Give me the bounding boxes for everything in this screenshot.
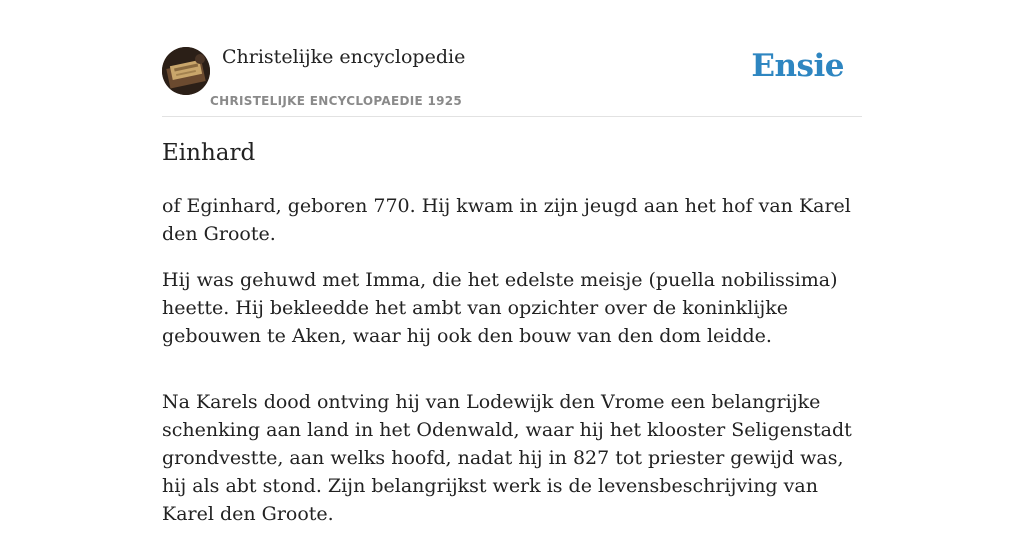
- brand-logo[interactable]: Ensie: [751, 48, 844, 84]
- article-body: [162, 192, 862, 546]
- source-title[interactable]: Christelijke encyclopedie: [222, 46, 466, 68]
- article-title: Einhard: [162, 140, 256, 166]
- book-image-icon: [162, 47, 210, 95]
- paragraph-3: Na Karels dood ontving hij van Lodewijk den Vrome een belangrijke schenking aan land in het Odenwald, waar hij het klooster Seligenstadt grondvestte, aan welks hoofd, nadat hij in 827 tot priester gewijd was, hij als abt stond. Zijn belangrijkst werk is de levensbeschrijving van Karel den Groote.: [162, 391, 852, 525]
- paragraph-1: of Eginhard, geboren 770. Hij kwam in zijn jeugd aan het hof van Karel den Groote.: [162, 195, 851, 245]
- source-header: [162, 40, 862, 117]
- source-avatar[interactable]: [162, 47, 210, 95]
- paragraph-2: Hij was gehuwd met Imma, die het edelste meisje (puella nobilissima) heette. Hij bekleedde het ambt van opzichter over de koninklijke gebouwen te Aken, waar hij ook den bouw van den dom leidde.: [162, 269, 838, 347]
- source-subtitle: CHRISTELIJKE ENCYCLOPAEDIE 1925: [210, 94, 463, 108]
